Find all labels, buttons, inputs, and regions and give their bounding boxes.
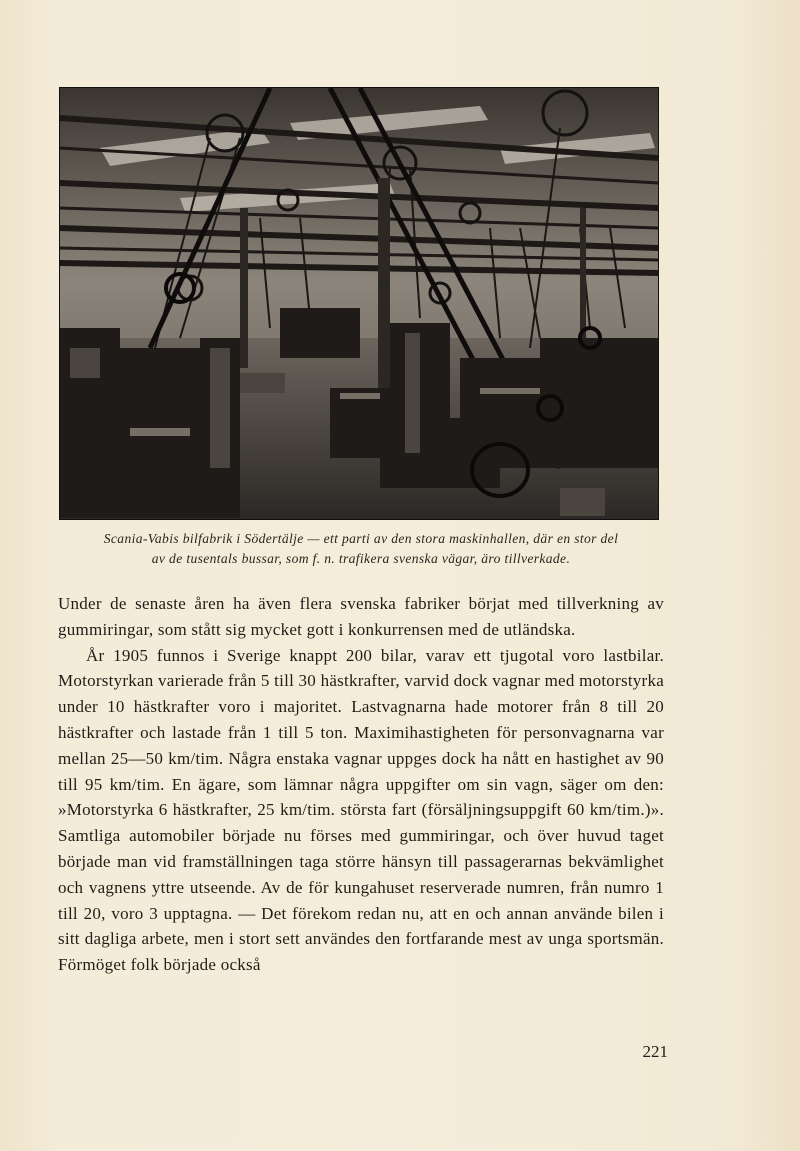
photo-illustration <box>60 88 658 519</box>
caption-line-2: av de tusentals bussar, som f. n. trafikera svenska vägar, äro tillverkade. <box>151 551 571 566</box>
photo-caption <box>56 529 666 569</box>
factory-machine-hall-photo <box>59 87 659 520</box>
paragraph-1: Under de senaste åren ha även flera svenska fabriker börjat med tillverkning av gummiringar, som stått sig mycket gott i konkurrensen med de utländska. <box>58 594 664 639</box>
page-number: 221 <box>642 1042 668 1061</box>
caption-line-1: Scania-Vabis bilfabrik i Södertälje — ett parti av den stora maskinhallen, där en stor del <box>103 531 619 546</box>
body-text <box>58 591 664 978</box>
paragraph-2: År 1905 funnos i Sverige knappt 200 bilar, varav ett tjugotal voro lastbilar. Motorstyrkan varierade från 5 till 30 hästkrafter, varvid dock vagnar med motorstyrka under 10 hästkrafter voro i majoritet. Lastvagnarna hade motorer från 8 till 20 hästkrafter och lastade från 1 till 5 ton. Maximihastigheten för personvagnarna var mellan 25—50 km/tim. Några enstaka vagnar uppges dock ha nått en hastighet av 90 till 95 km/tim. En ägare, som lämnar några uppgifter om sin vagn, säger om den: »Motorstyrka 6 hästkrafter, 25 km/tim. största fart (försäljningsuppgift 60 km/tim.)». Samtliga automobiler började nu förses med gummiringar, och över huvud taget började man vid framställningen taga större hänsyn till passagerarnas bekvämlighet och vagnens yttre utseende. Av de för kungahuset reserverade numren, från numro 1 till 20, voro 3 upptagna. — Det förekom redan nu, att en och annan använde bilen i sitt dagliga arbete, men i stort sett användes den fortfarande mest av unga sportsmän. Förmöget folk började också <box>58 645 664 975</box>
